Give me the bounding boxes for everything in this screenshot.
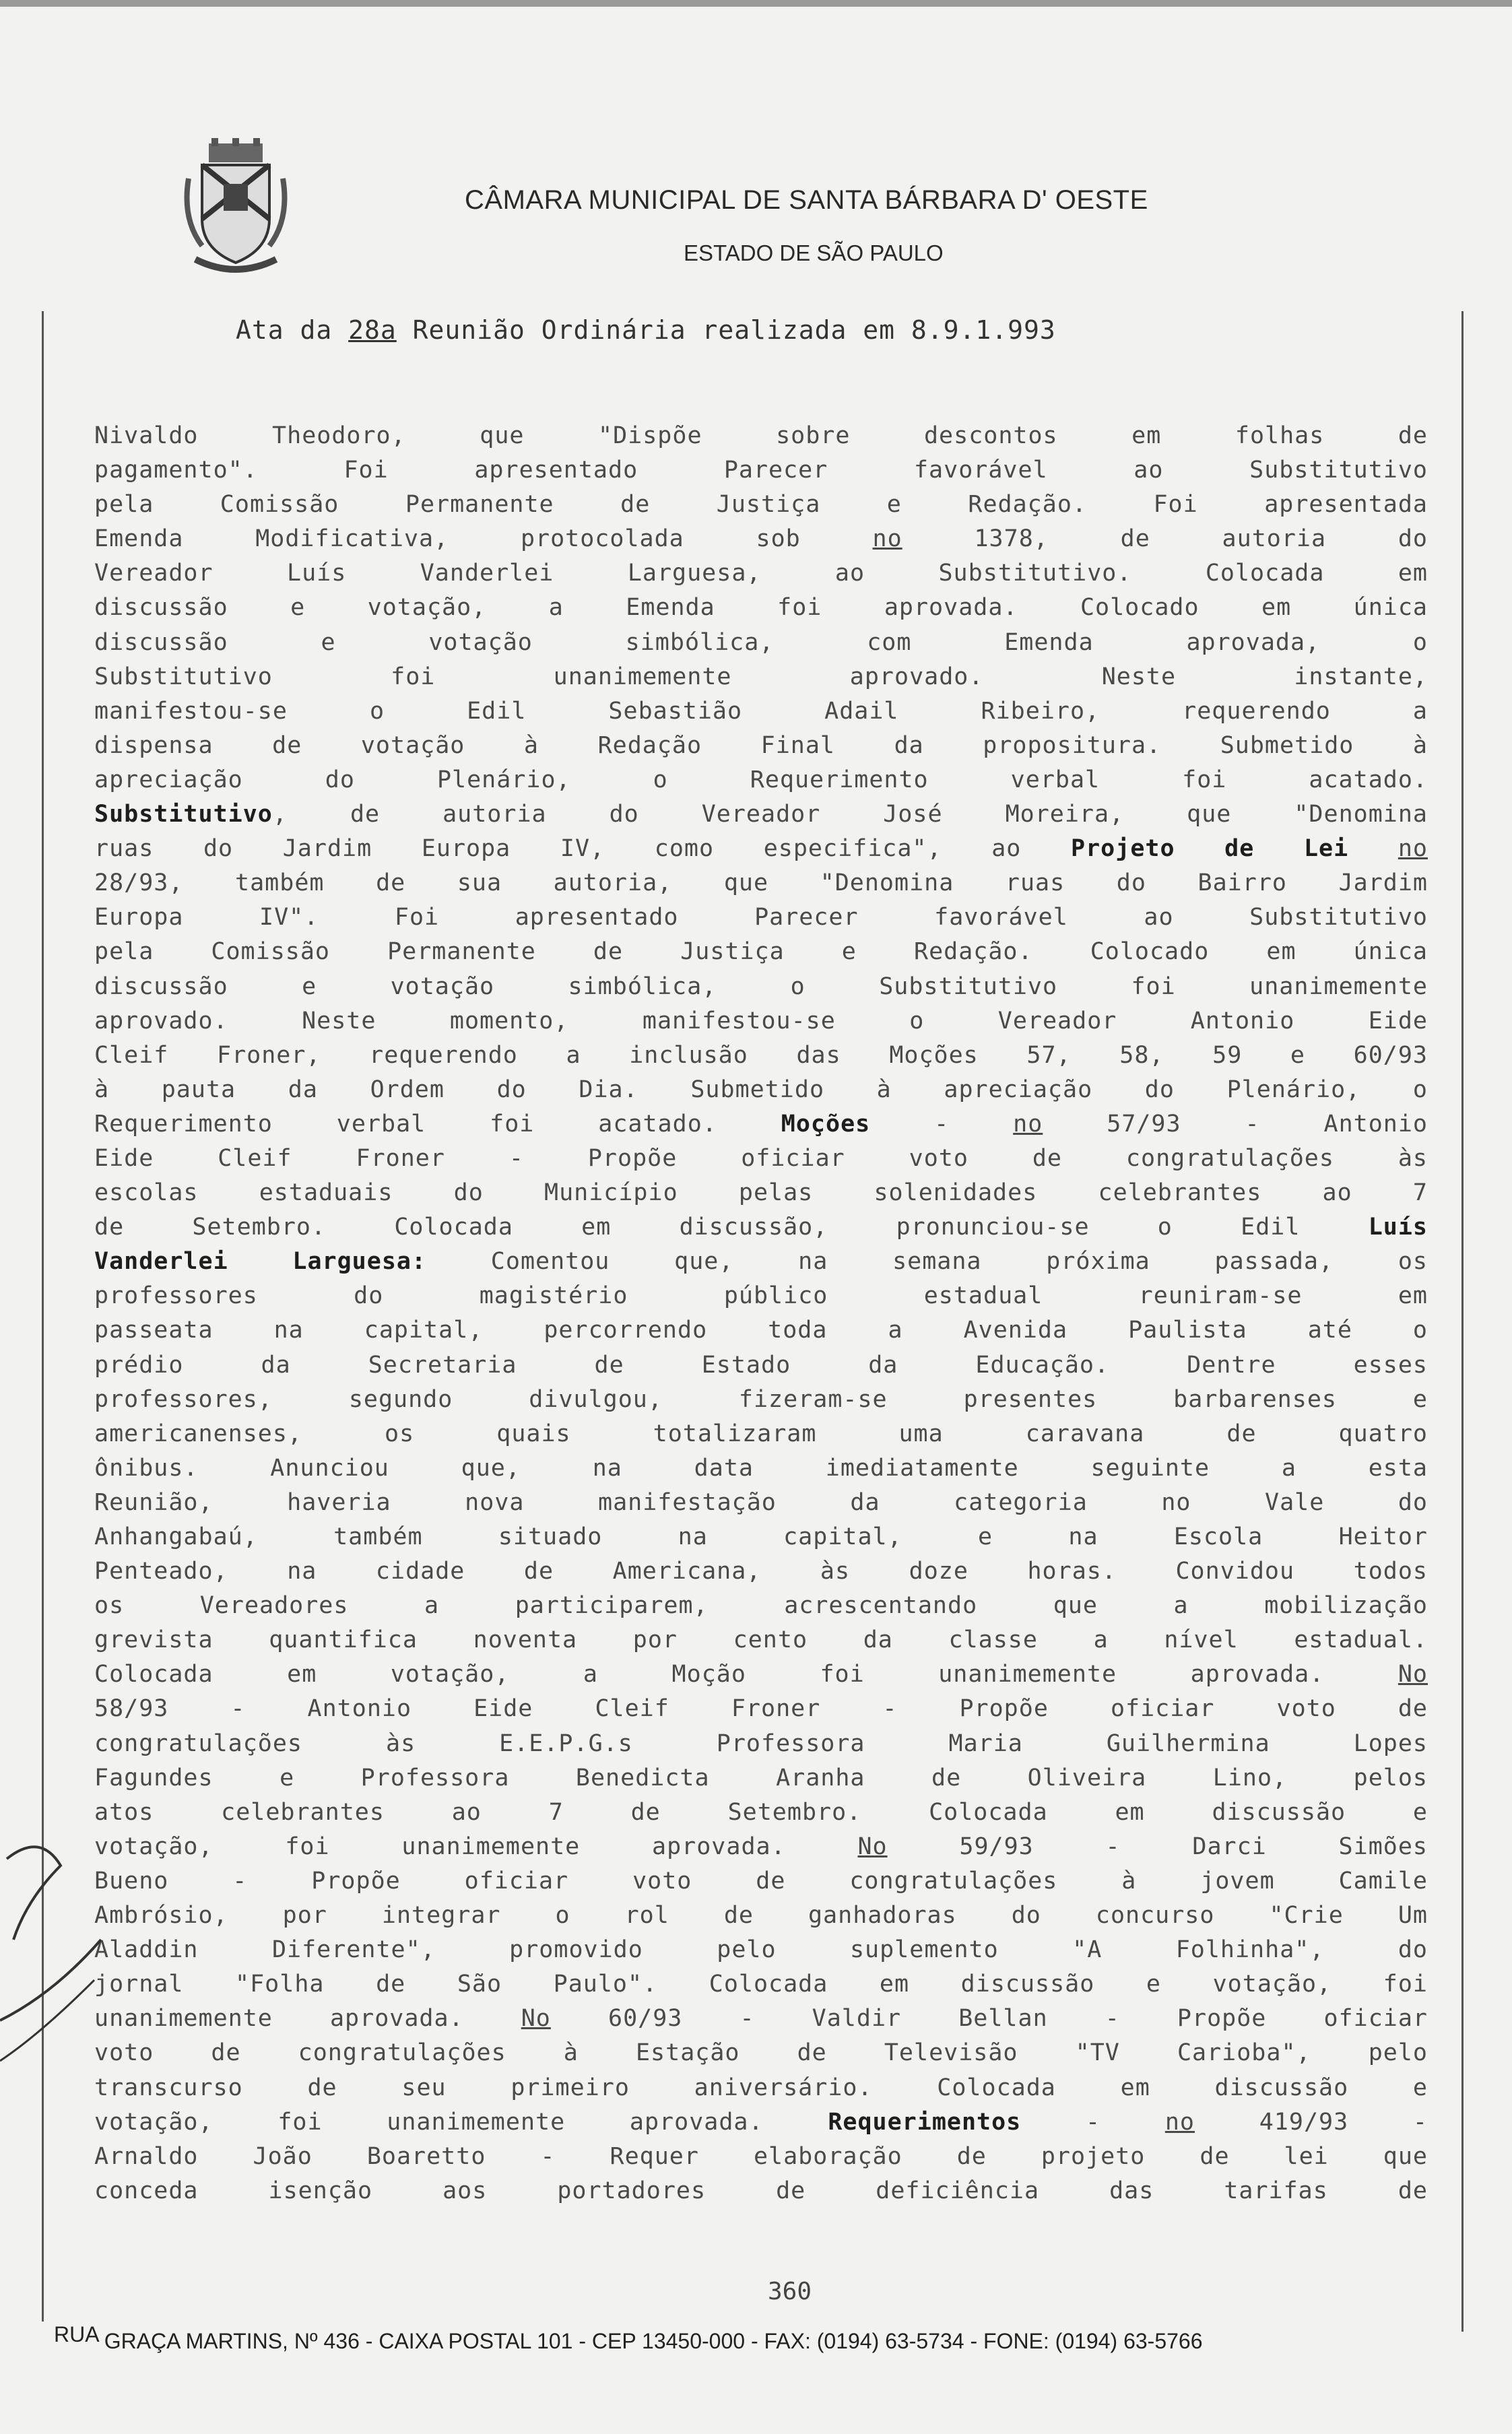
- title-prefix: Ata da: [236, 315, 349, 345]
- body-line: pela Comissão Permanente de Justiça e Redação. Foi apresentada: [94, 491, 1428, 519]
- body-line: professores do magistério público estadual reuniram-se em: [94, 1282, 1428, 1310]
- body-line: discussão e votação simbólica, o Substitutivo foi unanimemente: [94, 973, 1428, 1000]
- margin-signature-icon: [0, 1818, 108, 2101]
- right-margin-rule: [1461, 311, 1464, 2332]
- body-line: transcurso de seu primeiro aniversário. Colocada em discussão e: [94, 2074, 1428, 2101]
- body-line: professores, segundo divulgou, fizeram-se presentes barbarenses e: [94, 1385, 1428, 1413]
- body-line: Eide Cleif Froner - Propõe oficiar voto de congratulações às: [94, 1144, 1428, 1172]
- page-top-edge: [0, 0, 1512, 7]
- body-line: pela Comissão Permanente de Justiça e Redação. Colocado em única: [94, 938, 1428, 966]
- body-line: voto de congratulações à Estação de Televisão "TV Carioba", pelo: [94, 2039, 1428, 2067]
- body-line: 58/93 - Antonio Eide Cleif Froner - Propõe oficiar voto de: [94, 1695, 1428, 1723]
- body-line: apreciação do Plenário, o Requerimento verbal foi acatado.: [94, 766, 1428, 793]
- body-line: jornal "Folha de São Paulo". Colocada em discussão e votação, foi: [94, 1971, 1428, 1998]
- minutes-title: [236, 315, 1056, 345]
- body-line: Vereador Luís Vanderlei Larguesa, ao Substitutivo. Colocada em: [94, 560, 1428, 587]
- page-number: 360: [768, 2278, 812, 2305]
- municipal-crest-icon: [182, 138, 290, 279]
- body-line: Anhangabaú, também situado na capital, e na Escola Heitor: [94, 1523, 1428, 1550]
- body-line: Penteado, na cidade de Americana, às doze horas. Convidou todos: [94, 1558, 1428, 1585]
- minutes-body: [94, 419, 1428, 2208]
- council-name: CÂMARA MUNICIPAL DE SANTA BÁRBARA D' OESTE: [465, 185, 1148, 215]
- body-line: de Setembro. Colocada em discussão, pronunciou-se o Edil Luís: [94, 1214, 1428, 1241]
- body-line: à pauta da Ordem do Dia. Submetido à apreciação do Plenário, o: [94, 1076, 1428, 1103]
- footer-address: RUA GRAÇA MARTINS, Nº 436 - CAIXA POSTAL 101 - CEP 13450-000 - FAX: (0194) 63-5734 - FONE: (0194) 63-5766: [54, 2322, 1203, 2353]
- body-line: Cleif Froner, requerendo a inclusão das Moções 57, 58, 59 e 60/93: [94, 1041, 1428, 1069]
- body-line: Ambrósio, por integrar o rol de ganhadoras do concurso "Crie Um: [94, 1902, 1428, 1930]
- body-line: ruas do Jardim Europa IV, como especifica", ao Projeto de Lei no: [94, 835, 1428, 863]
- body-line: Europa IV". Foi apresentado Parecer favorável ao Substitutivo: [94, 904, 1428, 931]
- body-line: Substitutivo, de autoria do Vereador José Moreira, que "Denomina: [94, 801, 1428, 828]
- body-line: votação, foi unanimemente aprovada. Requerimentos - no 419/93 -: [94, 2108, 1428, 2136]
- body-line: manifestou-se o Edil Sebastião Adail Ribeiro, requerendo a: [94, 697, 1428, 725]
- title-suffix: Reunião Ordinária realizada em 8.9.1.993: [396, 315, 1056, 345]
- body-line: discussão e votação simbólica, com Emenda aprovada, o: [94, 628, 1428, 656]
- body-line: congratulações às E.E.P.G.s Professora Maria Guilhermina Lopes: [94, 1730, 1428, 1757]
- body-line: prédio da Secretaria de Estado da Educação. Dentre esses: [94, 1351, 1428, 1379]
- body-line: aprovado. Neste momento, manifestou-se o Vereador Antonio Eide: [94, 1007, 1428, 1034]
- body-line: Substitutivo foi unanimemente aprovado. Neste instante,: [94, 663, 1428, 690]
- body-line: grevista quantifica noventa por cento da classe a nível estadual.: [94, 1626, 1428, 1654]
- body-line: Fagundes e Professora Benedicta Aranha de Oliveira Lino, pelos: [94, 1764, 1428, 1791]
- body-line: Aladdin Diferente", promovido pelo suplemento "A Folhinha", do: [94, 1936, 1428, 1964]
- body-line: passeata na capital, percorrendo toda a Avenida Paulista até o: [94, 1317, 1428, 1344]
- body-line: Vanderlei Larguesa: Comentou que, na semana próxima passada, os: [94, 1248, 1428, 1276]
- body-line: conceda isenção aos portadores de deficiência das tarifas de: [94, 2177, 1428, 2204]
- body-line: Bueno - Propõe oficiar voto de congratulações à jovem Camile: [94, 1867, 1428, 1895]
- body-line: dispensa de votação à Redação Final da propositura. Submetido à: [94, 731, 1428, 759]
- body-line: ônibus. Anunciou que, na data imediatamente seguinte a esta: [94, 1454, 1428, 1482]
- body-line: Reunião, haveria nova manifestação da categoria no Vale do: [94, 1488, 1428, 1516]
- body-line: 28/93, também de sua autoria, que "Denomina ruas do Bairro Jardim: [94, 869, 1428, 897]
- body-line: Requerimento verbal foi acatado. Moções - no 57/93 - Antonio: [94, 1110, 1428, 1138]
- body-line: americanenses, os quais totalizaram uma caravana de quatro: [94, 1420, 1428, 1447]
- body-line: Arnaldo João Boaretto - Requer elaboração de projeto de lei que: [94, 2142, 1428, 2170]
- body-line: Emenda Modificativa, protocolada sob no 1378, de autoria do: [94, 525, 1428, 553]
- body-line: votação, foi unanimemente aprovada. No 59/93 - Darci Simões: [94, 1833, 1428, 1860]
- body-line: Nivaldo Theodoro, que "Dispõe sobre descontos em folhas de: [94, 422, 1428, 449]
- body-line: atos celebrantes ao 7 de Setembro. Colocada em discussão e: [94, 1798, 1428, 1826]
- body-line: escolas estaduais do Município pelas solenidades celebrantes ao 7: [94, 1179, 1428, 1207]
- body-line: os Vereadores a participarem, acrescentando que a mobilização: [94, 1592, 1428, 1620]
- body-line: Colocada em votação, a Moção foi unanimemente aprovada. No: [94, 1661, 1428, 1688]
- body-line: unanimemente aprovada. No 60/93 - Valdir Bellan - Propõe oficiar: [94, 2005, 1428, 2033]
- body-line: discussão e votação, a Emenda foi aprovada. Colocado em única: [94, 594, 1428, 622]
- title-ordinal: 28a: [348, 315, 397, 345]
- body-line: pagamento". Foi apresentado Parecer favorável ao Substitutivo: [94, 457, 1428, 484]
- state-name: ESTADO DE SÃO PAULO: [684, 240, 944, 265]
